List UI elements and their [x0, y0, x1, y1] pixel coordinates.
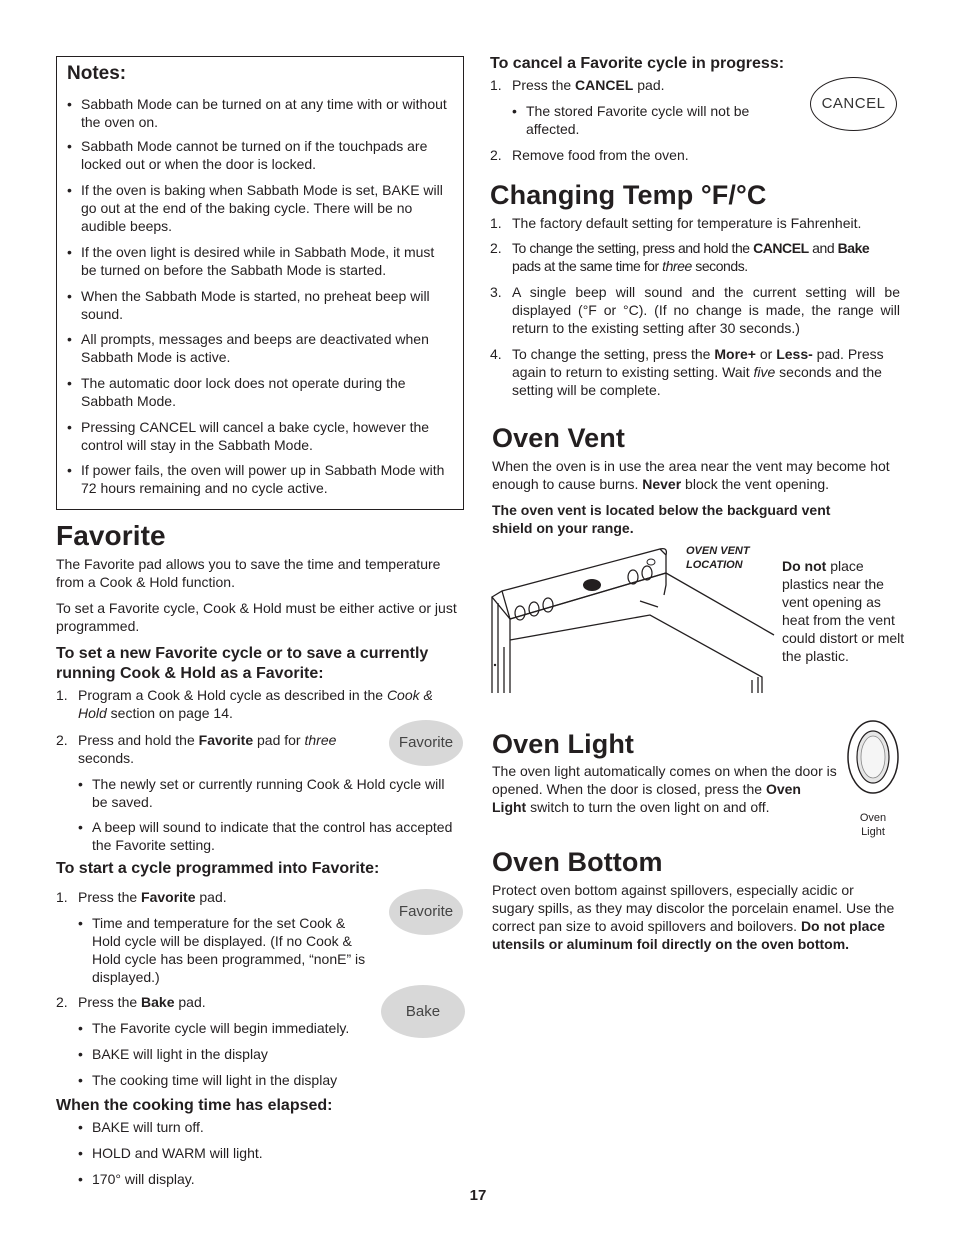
list-item: • Time and temperature for the set Cook & Hold cycle will be displayed. (If no Cook & Hold cycle has been programmed, “nonE” is displayed.) [78, 915, 366, 985]
list-item: • BAKE will turn off. [78, 1119, 204, 1135]
knob-icon [628, 570, 638, 584]
favorite-pad-icon: Favorite [389, 720, 463, 766]
light-title: Oven Light [492, 729, 634, 759]
favorite-step-1: 1. Program a Cook & Hold cycle as described in the Cook & Hold section on page 14. [56, 687, 433, 721]
cancel-heading: To cancel a Favorite cycle in progress: [490, 55, 785, 72]
favorite-pad-icon: Favorite [389, 889, 463, 935]
note-item: • The automatic door lock does not operate during the Sabbath Mode. [67, 375, 406, 409]
vent-paragraph: When the oven is in use the area near the vent may become hot enough to cause burns. Never block the vent opening. The oven vent is located below the backguard vent shield on your range. [492, 458, 890, 536]
favorite-section [56, 520, 466, 684]
knob-icon [515, 606, 525, 620]
oven-light-label: Oven Light [859, 812, 887, 838]
oven-light-switch-icon [846, 719, 902, 797]
note-item: • Pressing CANCEL will cancel a bake cycle, however the control will stay in the Sabbath Mode. [67, 419, 430, 453]
bottom-paragraph: Protect oven bottom against spillovers, especially acidic or sugary spills, as they may discolor the porcelain enamel. Use the correct pan size to avoid spillovers and boilovers. Do not place utensils or aluminum foil directly on the oven bottom. [492, 882, 895, 952]
temp-step-2: 2. To change the setting, press and hold the CANCEL and Bake pads at the same time for three seconds. [490, 240, 870, 274]
note-item: • If the oven is baking when Sabbath Mode is set, BAKE will go out at the end of the baking cycle. There will be no audible beeps. [67, 182, 443, 234]
notes-box [56, 56, 464, 510]
vent-warning: Do not place plastics near the vent opening as heat from the vent could distort or melt the plastic. [782, 558, 905, 664]
note-item: • If power fails, the oven will power up in Sabbath Mode with 72 hours remaining and no cycle active. [67, 462, 445, 496]
favorite-start-heading: To start a cycle programmed into Favorite: [56, 860, 380, 877]
light-paragraph: The oven light automatically comes on when the door is opened. When the door is closed, press the Oven Light switch to turn the oven light on and off. [492, 763, 837, 815]
notes-title: Notes: [67, 63, 127, 84]
list-item: • The cooking time will light in the display [78, 1072, 338, 1088]
page-number: 17 [469, 1187, 487, 1204]
bake-pad-icon: Bake [381, 985, 465, 1038]
vent-location-label: OVEN VENT LOCATION [686, 545, 750, 571]
vent-title: Oven Vent [492, 423, 625, 453]
temp-step-1: 1. The factory default setting for temperature is Fahrenheit. [490, 215, 862, 231]
temp-step-4: 4. To change the setting, press the More+ or Less- pad. Press again to return to existing setting. Wait five seconds and the setting will be complete. [490, 346, 884, 398]
temp-step-3: 3. A single beep will sound and the current setting will be displayed (°F or °C). (If no change is made, the range will return to the existing setting after 30 seconds.) [490, 284, 900, 336]
note-item: • Sabbath Mode can be turned on at any time with or without the oven on. [67, 96, 447, 130]
list-item: • HOLD and WARM will light. [78, 1145, 263, 1161]
cancel-pad-icon: CANCEL [810, 77, 897, 131]
knob-icon [529, 602, 539, 616]
knob-icon [647, 559, 655, 565]
knob-icon [543, 598, 553, 612]
cancel-step-2: 2. Remove food from the oven. [490, 147, 689, 163]
list-item: • BAKE will light in the display [78, 1046, 268, 1062]
list-item: • The newly set or currently running Cook & Hold cycle will be saved. [78, 776, 445, 810]
favorite-title: Favorite [56, 520, 166, 551]
note-item: • When the Sabbath Mode is started, no preheat beep will sound. [67, 288, 430, 322]
list-item: • 170° will display. [78, 1171, 195, 1187]
list-item: • The stored Favorite cycle will not be affected. [512, 103, 750, 137]
favorite-intro-2: To set a Favorite cycle, Cook & Hold must be either active or just programmed. [56, 600, 457, 634]
favorite-step-2: 2. Press and hold the Favorite pad for three seconds. [56, 732, 337, 766]
display-icon [583, 579, 601, 591]
elapsed-heading: When the cooking time has elapsed: [56, 1097, 333, 1114]
start-step-2: 2. Press the Bake pad. [56, 994, 206, 1010]
start-step-1: 1. Press the Favorite pad. [56, 889, 227, 905]
favorite-intro: The Favorite pad allows you to save the time and temperature from a Cook & Hold function. [56, 556, 441, 590]
cancel-step-1: 1. Press the CANCEL pad. [490, 77, 665, 93]
knob-icon [642, 566, 652, 580]
note-item: • Sabbath Mode cannot be turned on if the touchpads are locked out or when the door is locked. [67, 138, 428, 172]
favorite-set-heading: To set a new Favorite cycle or to save a currently running Cook & Hold as a Favorite: [56, 645, 429, 682]
note-item: • All prompts, messages and beeps are deactivated when Sabbath Mode is active. [67, 331, 429, 365]
bottom-title: Oven Bottom [492, 847, 663, 877]
list-item: • The Favorite cycle will begin immediately. [78, 1020, 350, 1036]
note-item: • If the oven light is desired while in Sabbath Mode, it must be turned on before the Sabbath Mode is started. [67, 244, 435, 278]
temp-title: Changing Temp °F/°C [490, 180, 767, 210]
list-item: • A beep will sound to indicate that the control has accepted the Favorite setting. [78, 819, 453, 853]
range-vent-illustration [490, 545, 780, 695]
